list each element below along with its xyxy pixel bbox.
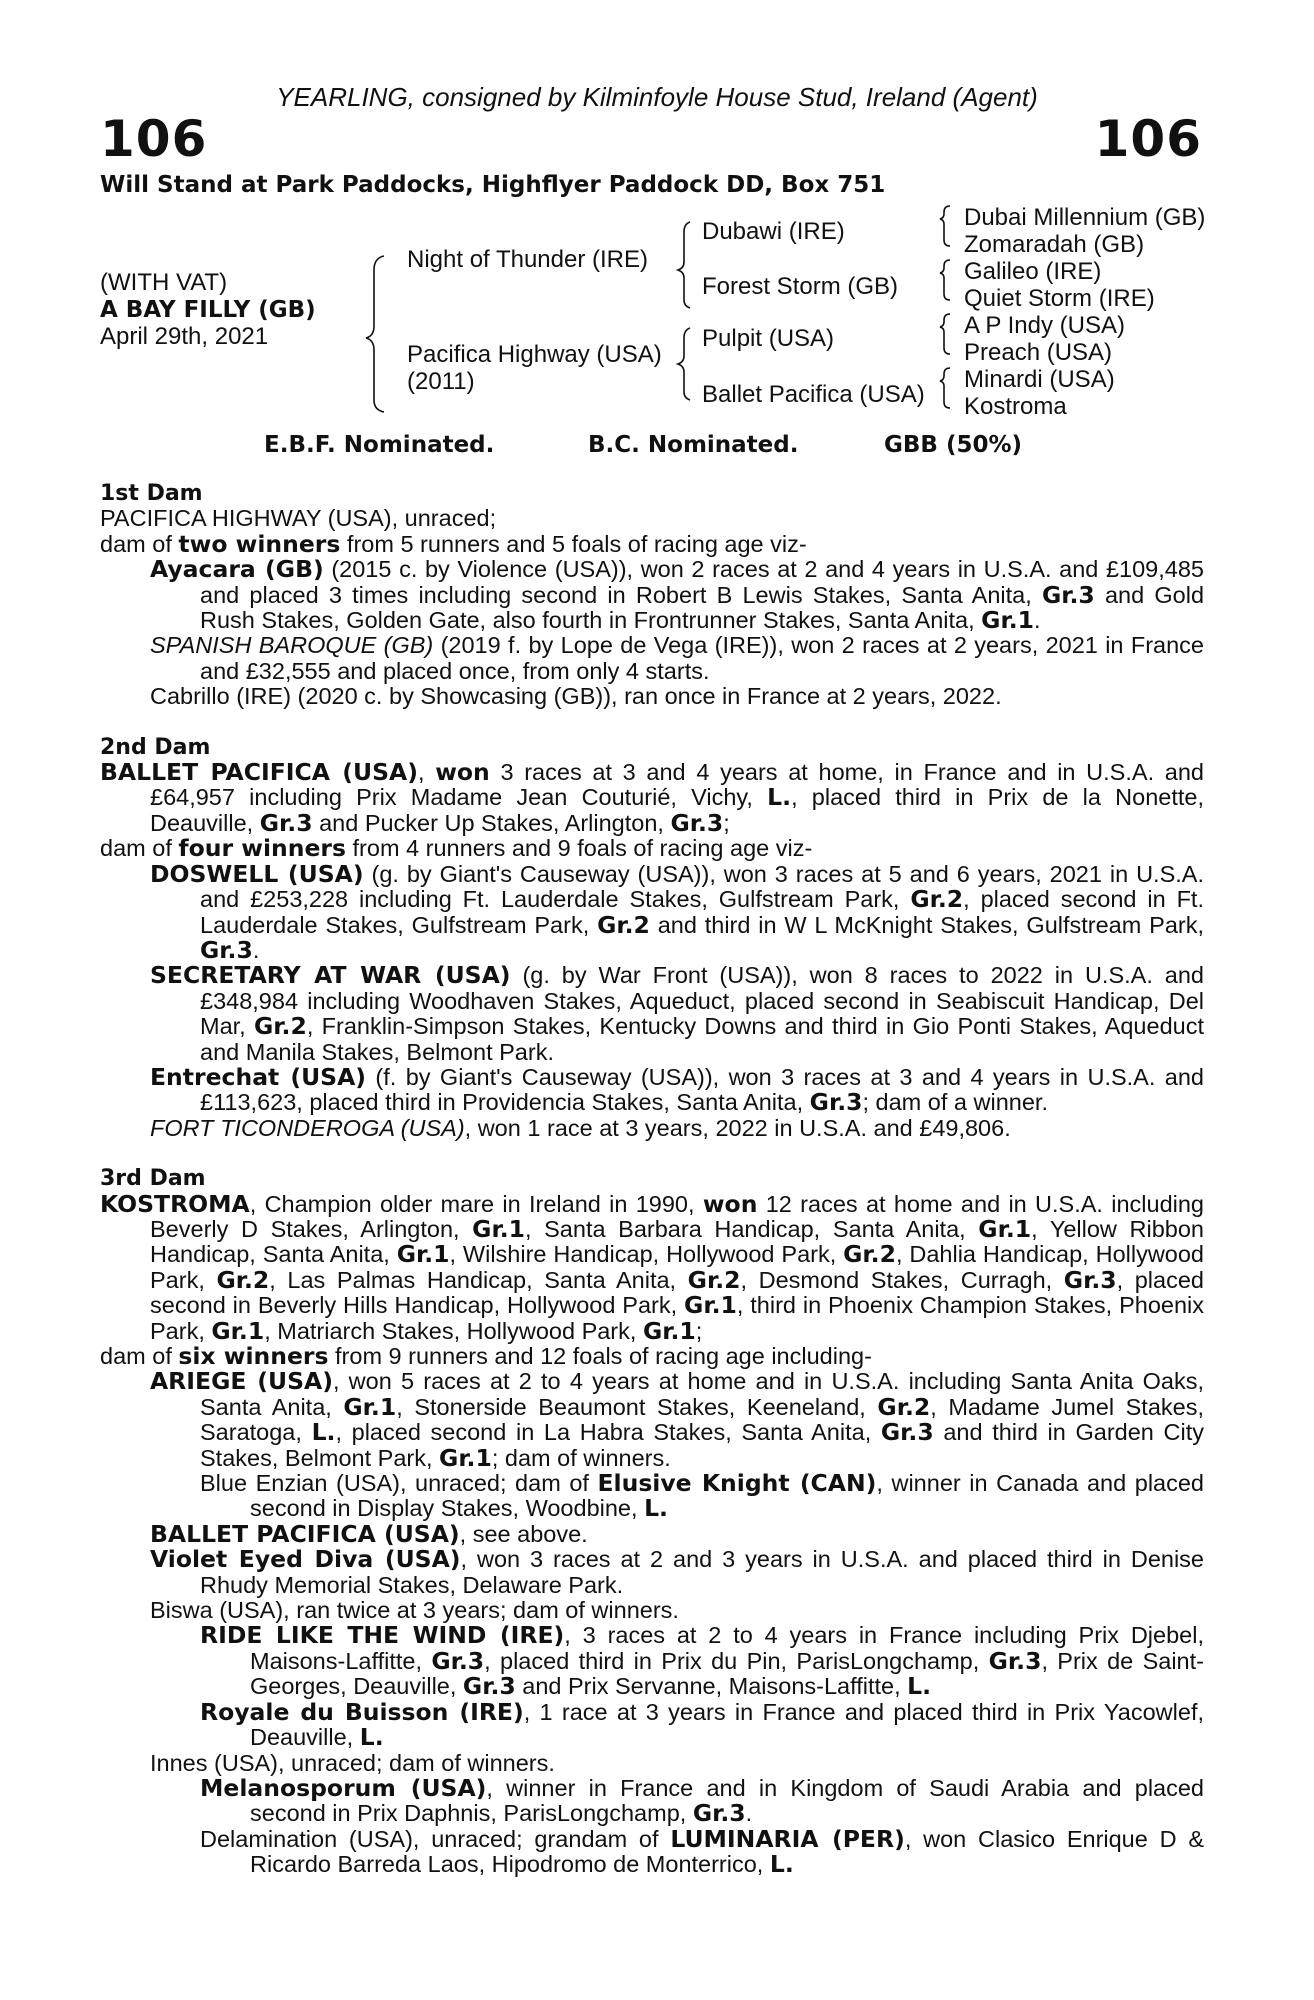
- dam-year: (2011): [407, 368, 475, 395]
- gbb-status: GBB (50%): [884, 432, 1023, 458]
- dam-dam-name: Ballet Pacifica (USA): [702, 381, 925, 408]
- produce-entry-spanish-baroque: SPANISH BAROQUE (GB) (2019 f. by Lope de Vega (IRE)), won 2 races at 2 years, 2021 in France and £32,555 and placed once, from only 4 starts.: [150, 632, 1204, 684]
- dam-sire-name: Pulpit (USA): [702, 325, 835, 352]
- dam-name: Pacifica Highway (USA): [407, 341, 662, 368]
- second-dam-heading: 2nd Dam: [100, 734, 211, 760]
- lot-number-left: 106: [100, 110, 208, 168]
- produce-record: [100, 481, 1204, 1878]
- third-dam-heading: 3rd Dam: [100, 1166, 206, 1192]
- stand-location: Will Stand at Park Paddocks, Highflyer Paddock DD, Box 751: [100, 172, 886, 198]
- ancestor-4: Quiet Storm (IRE): [964, 285, 1155, 312]
- ancestor-6: Preach (USA): [964, 339, 1113, 366]
- ancestor-8: Kostroma: [964, 393, 1067, 420]
- produce-entry-fort-ticonderoga: FORT TICONDEROGA (USA), won 1 race at 3 years, 2022 in U.S.A. and £49,806.: [150, 1114, 1011, 1141]
- produce-entry-ayacara: Ayacara (GB) (2015 c. by Violence (USA)), won 2 races at 2 and 4 years in U.S.A. and £109,485 and placed 3 times including second in Robert B Lewis Stakes, Santa Anita, Gr.3 and Gold Rush Stakes, Golden Gate, also fourth in Frontrunner Stakes, Santa Anita, Gr.1.: [150, 555, 1205, 635]
- foaling-date: April 29th, 2021: [100, 323, 269, 350]
- produce-entry-delamination: Delamination (USA), unraced; grandam of LUMINARIA (PER), won Clasico Enrique D & Ricardo Barreda Laos, Hipodromo de Monterrico, L.: [200, 1824, 1205, 1879]
- produce-entry-ariege: ARIEGE (USA), won 5 races at 2 to 4 years at home and in U.S.A. including Santa Anita Oaks, Santa Anita, Gr.1, Stonerside Beaumont Stakes, Keeneland, Gr.2, Madame Jumel Stakes, Saratoga, L., placed second in La Habra Stakes, Santa Anita, Gr.3 and third in Garden City Stakes, Belmont Park, Gr.1; dam of winners.: [150, 1367, 1205, 1472]
- produce-entry-royale-du-buisson: Royale du Buisson (IRE), 1 race at 3 years in France and placed third in Prix Yacowlef, Deauville, L.: [200, 1697, 1204, 1752]
- sire-sire-name: Dubawi (IRE): [702, 218, 845, 245]
- produce-entry-biswa: Biswa (USA), ran twice at 3 years; dam of winners.: [150, 1597, 679, 1624]
- produce-entry-ride-like-the-wind: RIDE LIKE THE WIND (IRE), 3 races at 2 to 4 years in France including Prix Djebel, Maisons-Laffitte, Gr.3, placed third in Prix du Pin, ParisLongchamp, Gr.3, Prix de Saint-Georges, Deauville, Gr.3 and Prix Servanne, Maisons-Laffitte, L.: [200, 1621, 1204, 1701]
- first-dam-name-line: PACIFICA HIGHWAY (USA), unraced;: [100, 505, 497, 532]
- lot-number-right: 106: [1094, 110, 1202, 168]
- produce-entry-secretary-at-war: SECRETARY AT WAR (USA) (g. by War Front (USA)), won 8 races to 2022 in U.S.A. and £348,984 including Woodhaven Stakes, Aqueduct, placed second in Seabiscuit Handicap, Del Mar, Gr.2, Franklin-Simpson Stakes, Kentucky Downs and third in Gio Ponti Stakes, Aqueduct and Manila Stakes, Belmont Park.: [150, 961, 1204, 1065]
- ancestor-7: Minardi (USA): [964, 366, 1115, 393]
- ancestor-3: Galileo (IRE): [964, 258, 1102, 285]
- produce-entry-entrechat: Entrechat (USA) (f. by Giant's Causeway (USA)), won 3 races at 3 and 4 years in U.S.A. and £113,623, placed third in Providencia Stakes, Santa Anita, Gr.3; dam of a winner.: [150, 1062, 1204, 1117]
- produce-entry-doswell: DOSWELL (USA) (g. by Giant's Causeway (USA)), won 3 races at 5 and 6 years, 2021 in U.S.A. and £253,228 including Ft. Lauderdale Stakes, Gulfstream Park, Gr.2, placed second in Ft. Lauderdale Stakes, Gulfstream Park, Gr.2 and third in W L McKnight Stakes, Gulfstream Park, Gr.3.: [150, 859, 1205, 964]
- consignor-line: YEARLING, consigned by Kilminfoyle House Stud, Ireland (Agent): [276, 82, 1038, 112]
- first-dam-heading: 1st Dam: [100, 481, 203, 506]
- third-dam-produce-summary: dam of six winners from 9 runners and 12 foals of racing age including-: [100, 1342, 872, 1370]
- produce-entry-innes: Innes (USA), unraced; dam of winners.: [150, 1749, 555, 1776]
- second-dam-produce-summary: dam of four winners from 4 runners and 9 foals of racing age viz-: [100, 834, 813, 863]
- ancestor-2: Zomaradah (GB): [964, 231, 1145, 258]
- sire-dam-name: Forest Storm (GB): [702, 273, 899, 300]
- bc-nomination: B.C. Nominated.: [588, 432, 799, 458]
- horse-name: A BAY FILLY (GB): [100, 297, 316, 323]
- first-dam-produce-summary: dam of two winners from 5 runners and 5 foals of racing age viz-: [100, 529, 807, 558]
- sire-name: Night of Thunder (IRE): [407, 246, 648, 273]
- produce-entry-cabrillo: Cabrillo (IRE) (2020 c. by Showcasing (GB)), ran once in France at 2 years, 2022.: [150, 683, 1002, 710]
- produce-entry-blue-enzian: Blue Enzian (USA), unraced; dam of Elusive Knight (CAN), winner in Canada and placed second in Display Stakes, Woodbine, L.: [200, 1469, 1204, 1523]
- third-dam-record: KOSTROMA, Champion older mare in Ireland in 1990, won 12 races at home and in U.S.A. including Beverly D Stakes, Arlington, Gr.1, Santa Barbara Handicap, Santa Anita, Gr.1, Yellow Ribbon Handicap, Santa Anita, Gr.1, Wilshire Handicap, Hollywood Park, Gr.2, Dahlia Handicap, Hollywood Park, Gr.2, Las Palmas Handicap, Santa Anita, Gr.2, Desmond Stakes, Curragh, Gr.3, placed second in Beverly Hills Handicap, Hollywood Park, Gr.1, third in Phoenix Champion Stakes, Phoenix Park, Gr.1, Matriarch Stakes, Hollywood Park, Gr.1;: [100, 1189, 1205, 1345]
- ebf-nomination: E.B.F. Nominated.: [264, 432, 495, 458]
- vat-note: (WITH VAT): [100, 269, 228, 296]
- produce-entry-ballet-pacifica: BALLET PACIFICA (USA), see above.: [150, 1519, 588, 1548]
- produce-entry-melanosporum: Melanosporum (USA), winner in France and in Kingdom of Saudi Arabia and placed second in Prix Daphnis, ParisLongchamp, Gr.3.: [200, 1773, 1205, 1828]
- ancestor-1: Dubai Millennium (GB): [964, 204, 1206, 231]
- second-dam-record: BALLET PACIFICA (USA), won 3 races at 3 and 4 years at home, in France and in U.S.A. and £64,957 including Prix Madame Jean Couturié, Vichy, L., placed third in Prix de la Nonette, Deauville, Gr.3 and Pucker Up Stakes, Arlington, Gr.3;: [100, 758, 1204, 837]
- ancestor-5: A P Indy (USA): [964, 312, 1125, 339]
- produce-entry-violet-eyed-diva: Violet Eyed Diva (USA), won 3 races at 2 and 3 years in U.S.A. and placed third in Denise Rhudy Memorial Stakes, Delaware Park.: [150, 1545, 1204, 1598]
